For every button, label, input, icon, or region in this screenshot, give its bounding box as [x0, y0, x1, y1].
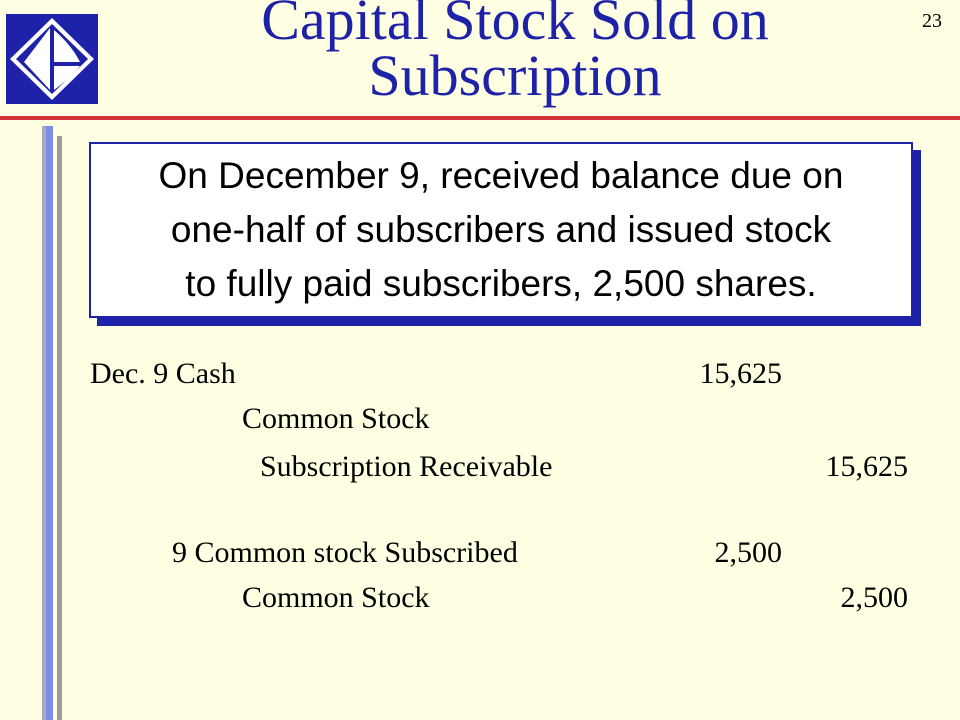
journal-debit: 15,625: [699, 357, 782, 390]
journal-debit: 2,500: [714, 536, 782, 569]
callout-line-2: one-half of subscribers and issued stock: [170, 209, 832, 250]
journal-account: Dec. 9 Cash: [90, 357, 236, 390]
left-accent-bar-blue: [46, 126, 53, 720]
diamond-sail-logo-icon: [6, 14, 98, 104]
title-divider: [0, 116, 960, 120]
journal-account: 9 Common stock Subscribed: [172, 536, 518, 569]
callout-text: [101, 149, 901, 311]
left-accent-bar-inner: [57, 136, 62, 720]
title-line-2: Subscription: [368, 43, 662, 108]
slide-title: [150, 0, 880, 108]
slide-number: 23: [922, 10, 942, 32]
journal-account: Common Stock: [242, 402, 430, 435]
journal-credit: 15,625: [825, 450, 908, 483]
callout-line-1: On December 9, received balance due on: [158, 155, 844, 196]
transaction-callout: [89, 142, 913, 318]
journal-credit: 2,500: [840, 581, 908, 614]
title-line-1: Capital Stock Sold on: [261, 0, 769, 52]
journal-account: Subscription Receivable: [260, 450, 553, 483]
callout-line-3: to fully paid subscribers, 2,500 shares.: [185, 263, 817, 304]
journal-account: Common Stock: [242, 581, 430, 614]
